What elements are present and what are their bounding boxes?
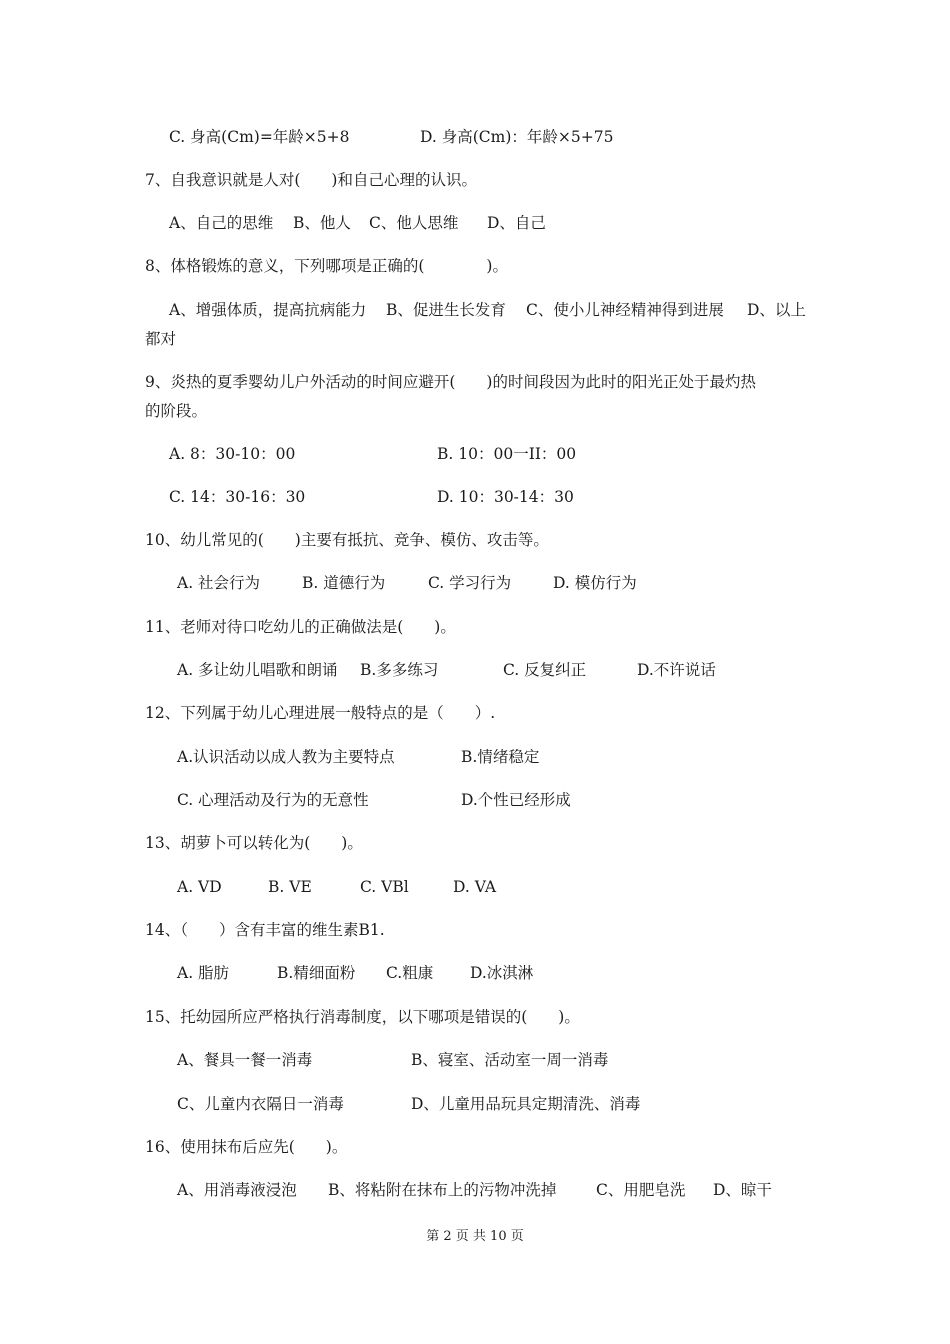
option-d: D. 模仿行为: [553, 574, 637, 592]
option-b: B、促进生长发育: [386, 301, 506, 319]
option-c: C、他人思维: [369, 214, 459, 232]
option-c: C、使小儿神经精神得到进展: [526, 301, 724, 319]
option-b: B. 道德行为: [302, 574, 386, 592]
option-a: A、增强体质，提高抗病能力: [169, 301, 367, 319]
option-b: B. 10：00一II：00: [437, 445, 577, 463]
option-b: B.情绪稳定: [461, 748, 540, 766]
option-d: D.冰淇淋: [470, 964, 534, 982]
option-a: A、餐具一餐一消毒: [177, 1051, 313, 1069]
option-a: A. 多让幼儿唱歌和朗诵: [177, 661, 338, 679]
question-7: 7、自我意识就是人对( )和自己心理的认识。: [145, 171, 477, 189]
question-11: 11、老师对待口吃幼儿的正确做法是( )。: [145, 618, 456, 636]
option-d: D、以上: [747, 301, 806, 319]
page-number-footer: 第 2 页 共 10 页: [426, 1229, 524, 1244]
option-d: D. 10：30-14：30: [437, 488, 574, 506]
option-c: C. 14：30-16：30: [169, 488, 306, 506]
question-continuation: 的阶段。: [145, 402, 208, 420]
option-a: A. 社会行为: [177, 574, 261, 592]
option-b: B.多多练习: [360, 661, 439, 679]
option-a: A. 脂肪: [177, 964, 230, 982]
option-c: C、儿童内衣隔日一消毒: [177, 1095, 344, 1113]
option-continuation: 都对: [145, 330, 177, 348]
question-13: 13、胡萝卜可以转化为( )。: [145, 834, 363, 852]
question-8: 8、体格锻炼的意义，下列哪项是正确的( )。: [145, 257, 508, 275]
option-c: C. VBl: [360, 878, 409, 896]
option-a: A. VD: [177, 878, 222, 896]
option-d: D、儿童用品玩具定期清洗、消毒: [411, 1095, 641, 1113]
option-a: A、自己的思维: [169, 214, 274, 232]
option-b: B.精细面粉: [277, 964, 356, 982]
question-14: 14、（ ）含有丰富的维生素B1.: [145, 921, 385, 939]
option-a: A.认识活动以成人教为主要特点: [177, 748, 395, 766]
option-b: B、将粘附在抹布上的污物冲洗掉: [328, 1181, 557, 1199]
option-c: C. 学习行为: [428, 574, 512, 592]
option-c: C.粗康: [386, 964, 434, 982]
option-a: A. 8：30-10：00: [169, 445, 296, 463]
option-d: D、自己: [487, 214, 546, 232]
option-b: B、他人: [293, 214, 351, 232]
question-12: 12、下列属于幼儿心理进展一般特点的是（ ）.: [145, 704, 496, 722]
question-10: 10、幼儿常见的( )主要有抵抗、竞争、模仿、攻击等。: [145, 531, 549, 549]
option-b: B. VE: [268, 878, 312, 896]
option-d: D.个性已经形成: [461, 791, 571, 809]
question-9: 9、炎热的夏季婴幼儿户外活动的时间应避开( )的时间段因为此时的阳光正处于最灼热: [145, 373, 756, 391]
option-c: C. 身高(Cm)=年龄×5+8: [169, 128, 350, 146]
option-c: C. 反复纠正: [503, 661, 587, 679]
option-d: D. VA: [453, 878, 497, 896]
option-c: C. 心理活动及行为的无意性: [177, 791, 369, 809]
option-d: D、晾干: [713, 1181, 772, 1199]
option-a: A、用消毒液浸泡: [177, 1181, 297, 1199]
option-c: C、用肥皂洗: [596, 1181, 686, 1199]
option-b: B、寝室、活动室一周一消毒: [411, 1051, 609, 1069]
option-d: D.不许说话: [637, 661, 716, 679]
question-15: 15、托幼园所应严格执行消毒制度，以下哪项是错误的( )。: [145, 1008, 580, 1026]
question-16: 16、使用抹布后应先( )。: [145, 1138, 348, 1156]
option-d: D. 身高(Cm)：年龄×5+75: [420, 128, 614, 146]
